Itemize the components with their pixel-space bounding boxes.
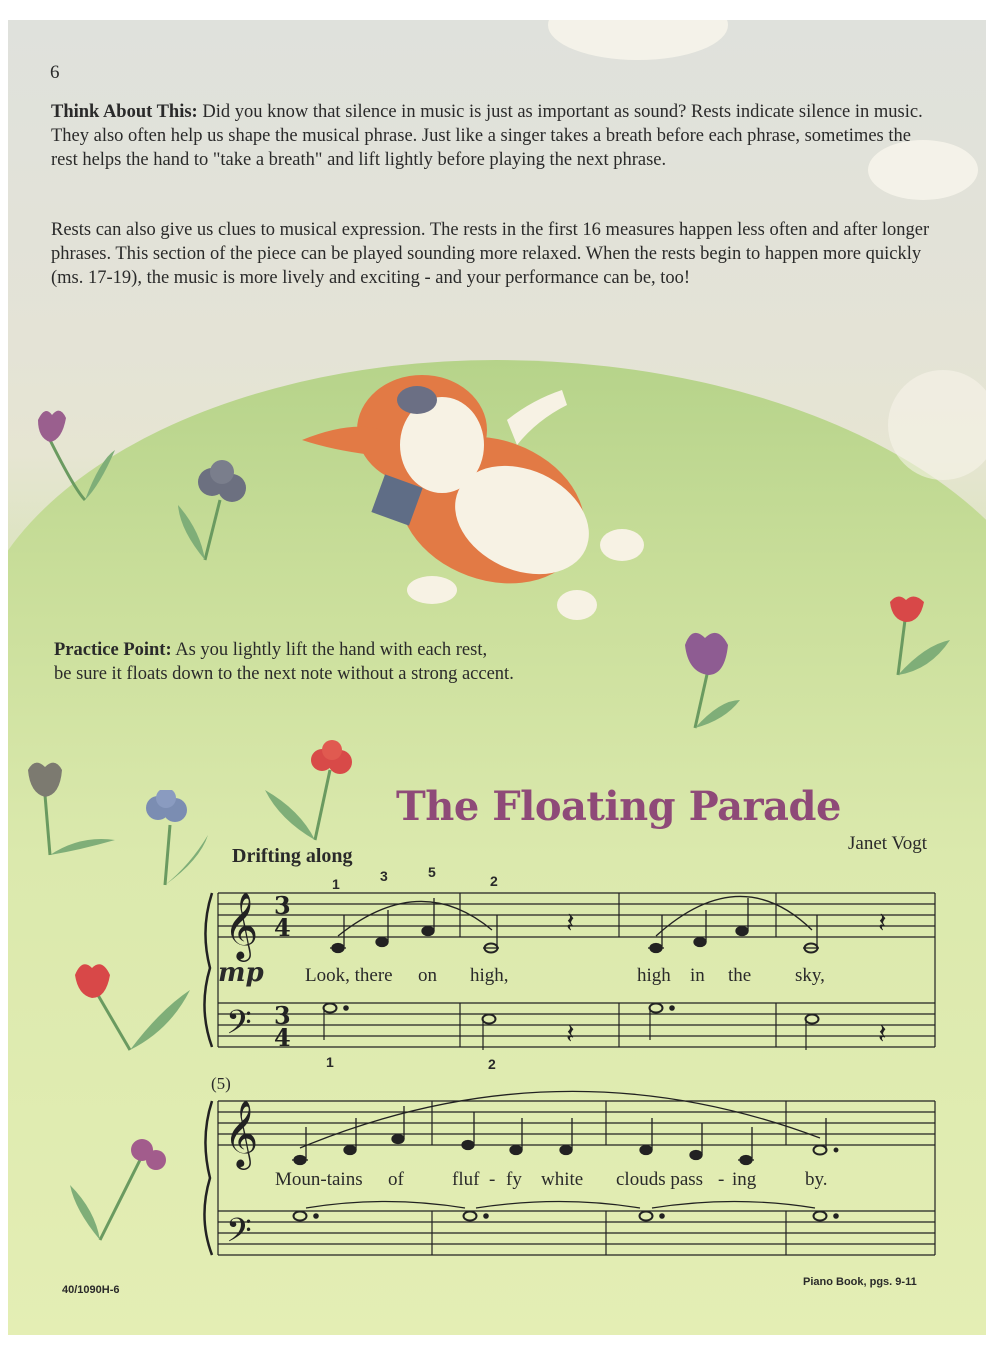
lyric: by. xyxy=(805,1169,828,1190)
bass-clef-icon: 𝄢 xyxy=(226,1004,252,1050)
page-number: 6 xyxy=(50,62,60,83)
lyric: in xyxy=(690,965,705,986)
think-text: Did you know that silence in music is just as important as sound? Rests indicate silence in music. They also often help us shape the musical phrase. Just like a singer takes a breath before each phrase, sometimes the rest helps the hand to "take a breath" and lift lightly before playing the next phrase. xyxy=(51,102,923,170)
treble-clef-icon: 𝄞 xyxy=(224,1099,259,1167)
lyric: - xyxy=(718,1169,725,1190)
footer-code: 40/1090H-6 xyxy=(62,1284,120,1296)
dynamic-marking: mp xyxy=(218,958,264,988)
lyric: ing xyxy=(732,1169,757,1190)
treble-notes-2 xyxy=(292,1091,838,1164)
quarter-rest-icon: 𝄽 xyxy=(566,906,575,939)
bass-clef-icon: 𝄢 xyxy=(226,1212,252,1258)
lyric: - xyxy=(489,1169,496,1190)
lyric: Moun-tains xyxy=(275,1169,363,1190)
composer: Janet Vogt xyxy=(848,833,927,854)
lyric: clouds pass xyxy=(616,1169,704,1190)
lyric: fluf xyxy=(452,1169,480,1190)
fingering-1: 1 xyxy=(332,876,340,892)
quarter-rest-icon: 𝄽 xyxy=(878,1017,887,1050)
practice-line2: be sure it floats down to the next note without a strong accent. xyxy=(54,664,514,684)
rests-paragraph: Rests can also give us clues to musical expression. The rests in the first 16 measures happen less often and after longer phrases. This section of the piece can be played sounding more relaxed. When the rests begin to happen more quickly (ms. 17-19), the music is more lively and exciting - and your performance can be, too! xyxy=(51,220,930,288)
lyric: high xyxy=(637,965,671,986)
fingering-3: 3 xyxy=(380,868,388,884)
footer-reference: Piano Book, pgs. 9-11 xyxy=(803,1276,917,1288)
lyric: fy xyxy=(506,1169,522,1190)
lyric: white xyxy=(541,1169,584,1190)
time-signature-top: 3 xyxy=(274,891,291,920)
tempo-marking: Drifting along xyxy=(232,845,353,867)
lyric: of xyxy=(388,1169,404,1190)
quarter-rest-icon: 𝄽 xyxy=(878,906,887,939)
lyric: high, xyxy=(470,965,509,986)
lyric: Look, there xyxy=(305,965,393,986)
quarter-rest-icon: 𝄽 xyxy=(566,1017,575,1050)
practice-label: Practice Point: xyxy=(54,640,172,660)
time-signature-top: 3 xyxy=(274,1001,291,1030)
lyric: on xyxy=(418,965,437,986)
fingering-bass-1: 1 xyxy=(326,1054,334,1070)
practice-line1: As you lightly lift the hand with each rest, xyxy=(175,640,488,660)
time-signature-bottom: 4 xyxy=(274,1023,291,1052)
treble-clef-icon: 𝄞 xyxy=(224,891,259,959)
fingering-5: 5 xyxy=(428,864,436,880)
rests xyxy=(566,906,887,1050)
fingering-2: 2 xyxy=(490,873,498,889)
think-label: Think About This: xyxy=(51,102,198,122)
time-signature-bottom: 4 xyxy=(274,913,291,942)
lyric: the xyxy=(728,965,752,986)
measure-number: (5) xyxy=(211,1074,231,1093)
lyric: sky, xyxy=(795,965,825,986)
fingering-bass-2: 2 xyxy=(488,1056,496,1072)
song-title: The Floating Parade xyxy=(396,783,841,830)
